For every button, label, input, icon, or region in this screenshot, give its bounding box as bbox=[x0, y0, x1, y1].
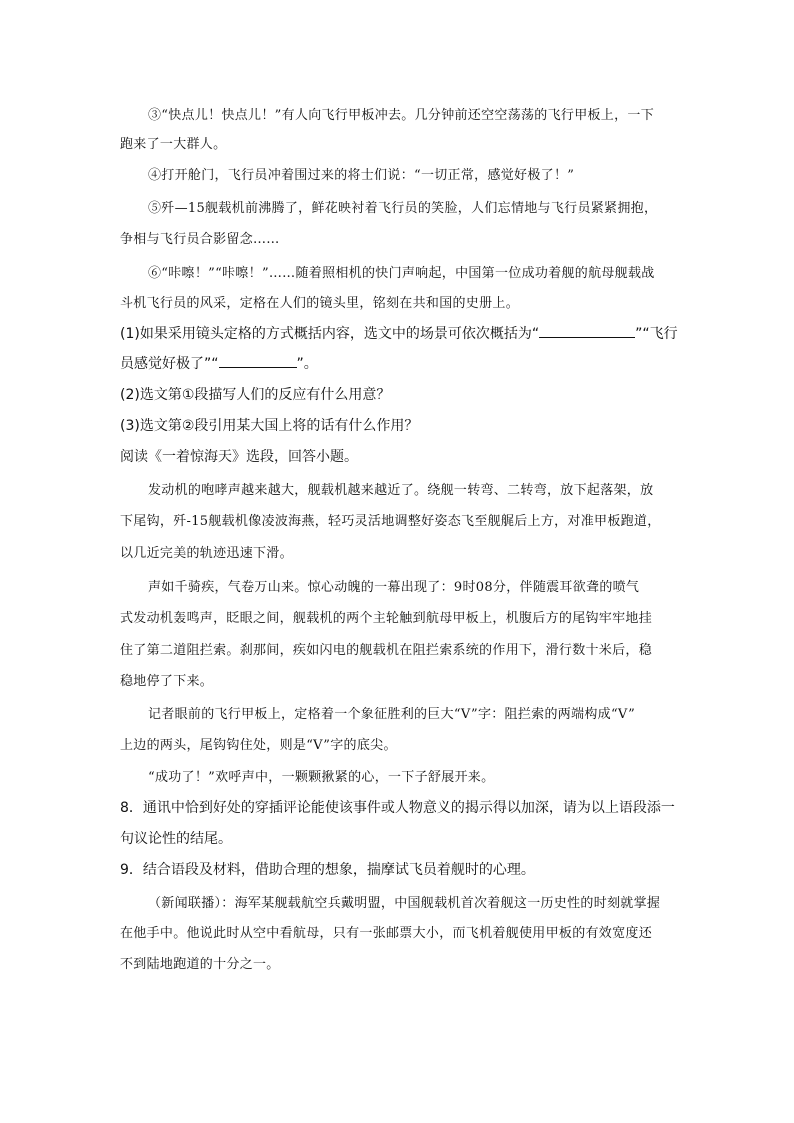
excerpt-d-line-1: “成功了！”欢呼声中，一颗颗揪紧的心，一下子舒展开来。 bbox=[148, 770, 495, 785]
paragraph-5-line-2: 争相与飞行员合影留念…… bbox=[120, 232, 280, 247]
material-line-1: （新闻联播）：海军某舰载航空兵戴明盟，中国舰载机首次着舰这一历史性的时刻就掌握 bbox=[148, 896, 661, 911]
excerpt-b-line-2: 式发动机轰鸣声，眨眼之间，舰载机的两个主轮触到航母甲板上，机腹后方的尾钩牢牢地挂 bbox=[120, 611, 653, 626]
excerpt-b-line-3: 住了第二道阻拦索。刹那间，疾如闪电的舰载机在阻拦索系统的作用下，滑行数十米后，稳 bbox=[120, 643, 653, 658]
paragraph-3-line-2: 跑来了一大群人。 bbox=[120, 137, 227, 152]
excerpt-a-line-3: 以几近完美的轨迹迅速下滑。 bbox=[120, 546, 293, 561]
excerpt-b-line-1: 声如千骑疾，气卷万山来。惊心动魄的一幕出现了：9时08分，伴随震耳欲聋的喷气 bbox=[148, 580, 640, 595]
paragraph-6-line-1: ⑥“咔嚓！”“咔嚓！”……随着照相机的快门声响起，中国第一位成功着舰的航母舰载战 bbox=[148, 266, 655, 281]
excerpt-c-line-1: 记者眼前的飞行甲板上，定格着一个象征胜利的巨大“V”字：阻拦索的两端构成“V” bbox=[148, 707, 636, 722]
question-3: (3)选文第②段引用某大国上将的话有什么作用？ bbox=[120, 418, 419, 434]
paragraph-5-line-1: ⑤歼—15舰载机前沸腾了，鲜花映衬着飞行员的笑脸，人们忘情地与飞行员紧紧拥抱， bbox=[148, 201, 658, 216]
question-1-prefix: (1)如果采用镜头定格的方式概括内容，选文中的场景可依次概括为“ bbox=[120, 326, 540, 342]
question-8-line-2: 句议论性的结尾。 bbox=[120, 831, 232, 847]
question-2: (2)选文第①段描写人们的反应有什么用意？ bbox=[120, 387, 391, 403]
excerpt-b-line-4: 稳地停了下来。 bbox=[120, 674, 214, 689]
paragraph-6-line-2: 斗机飞行员的风采，定格在人们的镜头里，铭刻在共和国的史册上。 bbox=[120, 296, 520, 311]
question-1-line-2-suffix: ”。 bbox=[296, 356, 318, 372]
material-line-2: 在他手中。他说此时从空中看航母，只有一张邮票大小，而飞机着舰使用甲板的有效宽度还 bbox=[120, 926, 653, 941]
excerpt-a-line-2: 下尾钩，歼-15舰载机像凌波海燕，轻巧灵活地调整好姿态飞至舰艉后上方，对准甲板跑道， bbox=[120, 514, 661, 529]
question-1-mid: ”“飞行 bbox=[635, 326, 678, 342]
question-1-line-1 bbox=[120, 323, 678, 343]
excerpt-c-line-2: 上边的两头，尾钩钩住处，则是“V”字的底尖。 bbox=[120, 738, 397, 753]
answer-blank-1[interactable] bbox=[539, 324, 635, 338]
answer-blank-2[interactable] bbox=[219, 354, 297, 368]
question-9: 9．结合语段及材料，借助合理的想象，揣摩试飞员着舰时的心理。 bbox=[120, 862, 535, 878]
paragraph-4: ④打开舱门，飞行员冲着围过来的将士们说：“一切正常，感觉好极了！” bbox=[148, 168, 575, 183]
excerpt-a-line-1: 发动机的咆哮声越来越大，舰载机越来越近了。绕舰一转弯、二转弯，放下起落架，放 bbox=[148, 483, 654, 498]
reading-intro: 阅读《一着惊海天》选段，回答小题。 bbox=[120, 449, 358, 465]
question-1-line-2 bbox=[120, 353, 318, 373]
question-8-line-1: 8．通讯中恰到好处的穿插评论能使该事件或人物意义的揭示得以加深，请为以上语段添一 bbox=[120, 800, 675, 816]
question-1-line-2-prefix: 员感觉好极了”“ bbox=[120, 356, 219, 372]
paragraph-3-line-1: ③“快点儿！快点儿！”有人向飞行甲板冲去。几分钟前还空空荡荡的飞行甲板上，一下 bbox=[148, 108, 654, 123]
material-line-3: 不到陆地跑道的十分之一。 bbox=[120, 957, 280, 972]
